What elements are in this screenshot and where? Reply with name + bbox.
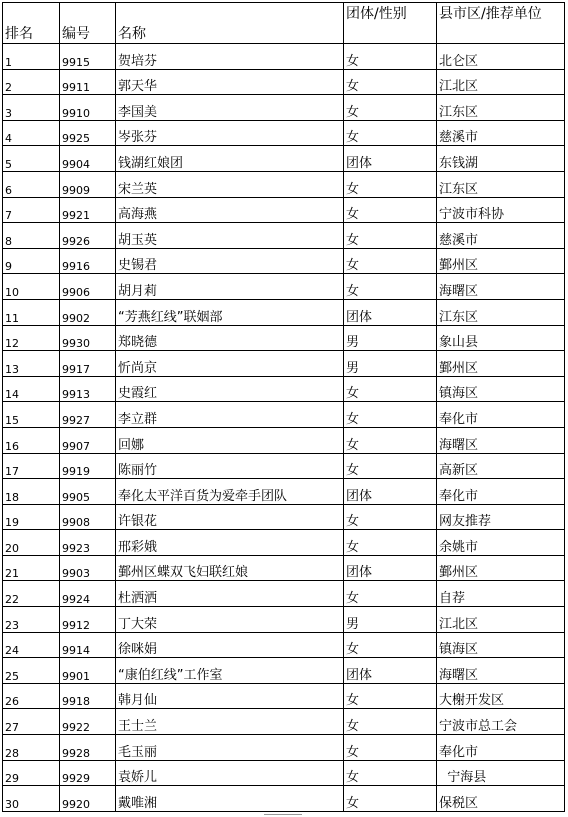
code-cell: 9911 xyxy=(60,69,116,95)
rank-cell: 27 xyxy=(3,709,60,735)
table-row xyxy=(3,530,565,556)
rank-cell: 5 xyxy=(3,146,60,172)
type-gender-cell: 女 xyxy=(344,274,437,300)
code-cell: 9915 xyxy=(60,44,116,70)
name-cell: 李立群 xyxy=(116,402,344,428)
table-row xyxy=(3,607,565,633)
name-cell: 毛玉丽 xyxy=(116,735,344,761)
code-cell: 9903 xyxy=(60,555,116,581)
table-row xyxy=(3,197,565,223)
rank-cell: 25 xyxy=(3,658,60,684)
region-unit-cell: 镇海区 xyxy=(437,632,565,658)
name-cell: 史锡君 xyxy=(116,248,344,274)
code-cell: 9921 xyxy=(60,197,116,223)
code-cell: 9927 xyxy=(60,402,116,428)
region-unit-cell: 象山县 xyxy=(437,325,565,351)
region-unit-cell: 宁波市总工会 xyxy=(437,709,565,735)
type-gender-cell: 男 xyxy=(344,351,437,377)
name-cell: 陈丽竹 xyxy=(116,453,344,479)
code-cell: 9926 xyxy=(60,223,116,249)
type-gender-cell: 女 xyxy=(344,709,437,735)
name-cell: 丁大荣 xyxy=(116,607,344,633)
code-cell: 9917 xyxy=(60,351,116,377)
rank-cell: 2 xyxy=(3,69,60,95)
rank-cell: 13 xyxy=(3,351,60,377)
type-gender-cell: 女 xyxy=(344,530,437,556)
code-cell: 9910 xyxy=(60,95,116,121)
type-gender-cell: 团体 xyxy=(344,479,437,505)
rank-cell: 16 xyxy=(3,427,60,453)
code-cell: 9928 xyxy=(60,735,116,761)
code-cell: 9930 xyxy=(60,325,116,351)
region-unit-cell: 海曙区 xyxy=(437,427,565,453)
name-cell: 胡月莉 xyxy=(116,274,344,300)
type-gender-cell: 团体 xyxy=(344,299,437,325)
type-gender-cell: 女 xyxy=(344,581,437,607)
region-unit-cell: 镇海区 xyxy=(437,376,565,402)
table-row xyxy=(3,504,565,530)
type-gender-cell: 女 xyxy=(344,453,437,479)
code-cell: 9902 xyxy=(60,299,116,325)
table-row xyxy=(3,69,565,95)
rank-cell: 23 xyxy=(3,607,60,633)
region-unit-cell: 自荐 xyxy=(437,581,565,607)
name-cell: 郭天华 xyxy=(116,69,344,95)
type-gender-cell: 女 xyxy=(344,248,437,274)
region-unit-cell: 奉化市 xyxy=(437,402,565,428)
table-row xyxy=(3,786,565,812)
name-cell: 王士兰 xyxy=(116,709,344,735)
table-row xyxy=(3,555,565,581)
code-cell: 9922 xyxy=(60,709,116,735)
name-cell: 许银花 xyxy=(116,504,344,530)
code-cell: 9906 xyxy=(60,274,116,300)
table-row xyxy=(3,274,565,300)
rank-cell: 21 xyxy=(3,555,60,581)
table-row xyxy=(3,223,565,249)
code-cell: 9920 xyxy=(60,786,116,812)
name-cell: 回娜 xyxy=(116,427,344,453)
table-row xyxy=(3,171,565,197)
type-gender-cell: 女 xyxy=(344,120,437,146)
table-row xyxy=(3,709,565,735)
code-cell: 9909 xyxy=(60,171,116,197)
rank-cell: 12 xyxy=(3,325,60,351)
name-cell: 贺培芬 xyxy=(116,44,344,70)
code-cell: 9905 xyxy=(60,479,116,505)
region-unit-cell: 海曙区 xyxy=(437,658,565,684)
name-cell: 李国美 xyxy=(116,95,344,121)
region-unit-cell: 东钱湖 xyxy=(437,146,565,172)
rank-cell: 7 xyxy=(3,197,60,223)
type-gender-cell: 团体 xyxy=(344,658,437,684)
table-row xyxy=(3,325,565,351)
rank-cell: 9 xyxy=(3,248,60,274)
table-row xyxy=(3,735,565,761)
rank-cell: 3 xyxy=(3,95,60,121)
type-gender-cell: 女 xyxy=(344,171,437,197)
region-unit-cell: 网友推荐 xyxy=(437,504,565,530)
code-cell: 9929 xyxy=(60,760,116,786)
name-cell: 邢彩娥 xyxy=(116,530,344,556)
type-gender-cell: 女 xyxy=(344,504,437,530)
table-row xyxy=(3,760,565,786)
rank-cell: 17 xyxy=(3,453,60,479)
code-cell: 9908 xyxy=(60,504,116,530)
header-type-gender: 团体/性别 xyxy=(344,3,437,44)
type-gender-cell: 女 xyxy=(344,223,437,249)
type-gender-cell: 男 xyxy=(344,325,437,351)
type-gender-cell: 女 xyxy=(344,402,437,428)
page-footer-mark xyxy=(264,814,302,815)
region-unit-cell: 余姚市 xyxy=(437,530,565,556)
rank-cell: 28 xyxy=(3,735,60,761)
rank-cell: 26 xyxy=(3,683,60,709)
rank-cell: 22 xyxy=(3,581,60,607)
type-gender-cell: 女 xyxy=(344,44,437,70)
code-cell: 9912 xyxy=(60,607,116,633)
region-unit-cell: 慈溪市 xyxy=(437,223,565,249)
region-unit-cell: 宁波市科协 xyxy=(437,197,565,223)
rank-cell: 1 xyxy=(3,44,60,70)
name-cell: 郑晓德 xyxy=(116,325,344,351)
type-gender-cell: 女 xyxy=(344,376,437,402)
table-row xyxy=(3,146,565,172)
name-cell: “芳燕红线”联姻部 xyxy=(116,299,344,325)
region-unit-cell: 鄞州区 xyxy=(437,351,565,377)
region-unit-cell: 海曙区 xyxy=(437,274,565,300)
type-gender-cell: 女 xyxy=(344,683,437,709)
table-row xyxy=(3,427,565,453)
region-unit-cell: 江东区 xyxy=(437,171,565,197)
region-unit-cell: 江东区 xyxy=(437,299,565,325)
name-cell: 高海燕 xyxy=(116,197,344,223)
region-unit-cell: 奉化市 xyxy=(437,479,565,505)
name-cell: 徐咪娟 xyxy=(116,632,344,658)
region-unit-cell: 江北区 xyxy=(437,607,565,633)
type-gender-cell: 女 xyxy=(344,735,437,761)
rank-cell: 20 xyxy=(3,530,60,556)
type-gender-cell: 女 xyxy=(344,95,437,121)
rank-cell: 24 xyxy=(3,632,60,658)
region-unit-cell: 大榭开发区 xyxy=(437,683,565,709)
name-cell: 韩月仙 xyxy=(116,683,344,709)
region-unit-cell: 高新区 xyxy=(437,453,565,479)
type-gender-cell: 团体 xyxy=(344,555,437,581)
code-cell: 9904 xyxy=(60,146,116,172)
code-cell: 9913 xyxy=(60,376,116,402)
type-gender-cell: 男 xyxy=(344,607,437,633)
name-cell: 宋兰英 xyxy=(116,171,344,197)
table-row xyxy=(3,479,565,505)
header-code: 编号 xyxy=(60,3,116,44)
type-gender-cell: 团体 xyxy=(344,146,437,172)
ranking-table-body xyxy=(3,3,565,812)
table-row xyxy=(3,632,565,658)
table-row xyxy=(3,453,565,479)
name-cell: 戴唯湘 xyxy=(116,786,344,812)
type-gender-cell: 女 xyxy=(344,69,437,95)
name-cell: 杜洒洒 xyxy=(116,581,344,607)
region-unit-cell: 宁海县 xyxy=(437,760,565,786)
region-unit-cell: 北仑区 xyxy=(437,44,565,70)
name-cell: 史霞红 xyxy=(116,376,344,402)
rank-cell: 8 xyxy=(3,223,60,249)
rank-cell: 11 xyxy=(3,299,60,325)
code-cell: 9925 xyxy=(60,120,116,146)
table-row xyxy=(3,120,565,146)
code-cell: 9901 xyxy=(60,658,116,684)
name-cell: 奉化太平洋百货为爱牵手团队 xyxy=(116,479,344,505)
name-cell: “康伯红线”工作室 xyxy=(116,658,344,684)
region-unit-cell: 鄞州区 xyxy=(437,248,565,274)
rank-cell: 14 xyxy=(3,376,60,402)
rank-cell: 6 xyxy=(3,171,60,197)
name-cell: 袁娇儿 xyxy=(116,760,344,786)
table-row xyxy=(3,44,565,70)
table-row xyxy=(3,376,565,402)
table-row xyxy=(3,95,565,121)
type-gender-cell: 女 xyxy=(344,760,437,786)
code-cell: 9914 xyxy=(60,632,116,658)
name-cell: 胡玉英 xyxy=(116,223,344,249)
rank-cell: 18 xyxy=(3,479,60,505)
table-row xyxy=(3,683,565,709)
ranking-table xyxy=(2,2,565,812)
type-gender-cell: 女 xyxy=(344,197,437,223)
rank-cell: 19 xyxy=(3,504,60,530)
table-row xyxy=(3,658,565,684)
table-row xyxy=(3,402,565,428)
header-region-unit: 县市区/推荐单位 xyxy=(437,3,565,44)
header-rank: 排名 xyxy=(3,3,60,44)
rank-cell: 29 xyxy=(3,760,60,786)
table-row xyxy=(3,248,565,274)
name-cell: 忻尚京 xyxy=(116,351,344,377)
header-name: 名称 xyxy=(116,3,344,44)
rank-cell: 10 xyxy=(3,274,60,300)
code-cell: 9916 xyxy=(60,248,116,274)
code-cell: 9918 xyxy=(60,683,116,709)
code-cell: 9919 xyxy=(60,453,116,479)
rank-cell: 4 xyxy=(3,120,60,146)
table-row xyxy=(3,299,565,325)
region-unit-cell: 保税区 xyxy=(437,786,565,812)
region-unit-cell: 鄞州区 xyxy=(437,555,565,581)
region-unit-cell: 江北区 xyxy=(437,69,565,95)
code-cell: 9924 xyxy=(60,581,116,607)
region-unit-cell: 慈溪市 xyxy=(437,120,565,146)
rank-cell: 15 xyxy=(3,402,60,428)
region-unit-cell: 江东区 xyxy=(437,95,565,121)
type-gender-cell: 女 xyxy=(344,632,437,658)
table-row xyxy=(3,581,565,607)
name-cell: 鄞州区蝶双飞妇联红娘 xyxy=(116,555,344,581)
type-gender-cell: 女 xyxy=(344,427,437,453)
table-row xyxy=(3,351,565,377)
region-unit-cell: 奉化市 xyxy=(437,735,565,761)
name-cell: 岑张芬 xyxy=(116,120,344,146)
code-cell: 9907 xyxy=(60,427,116,453)
table-header-row xyxy=(3,3,565,44)
name-cell: 钱湖红娘团 xyxy=(116,146,344,172)
type-gender-cell: 女 xyxy=(344,786,437,812)
code-cell: 9923 xyxy=(60,530,116,556)
rank-cell: 30 xyxy=(3,786,60,812)
